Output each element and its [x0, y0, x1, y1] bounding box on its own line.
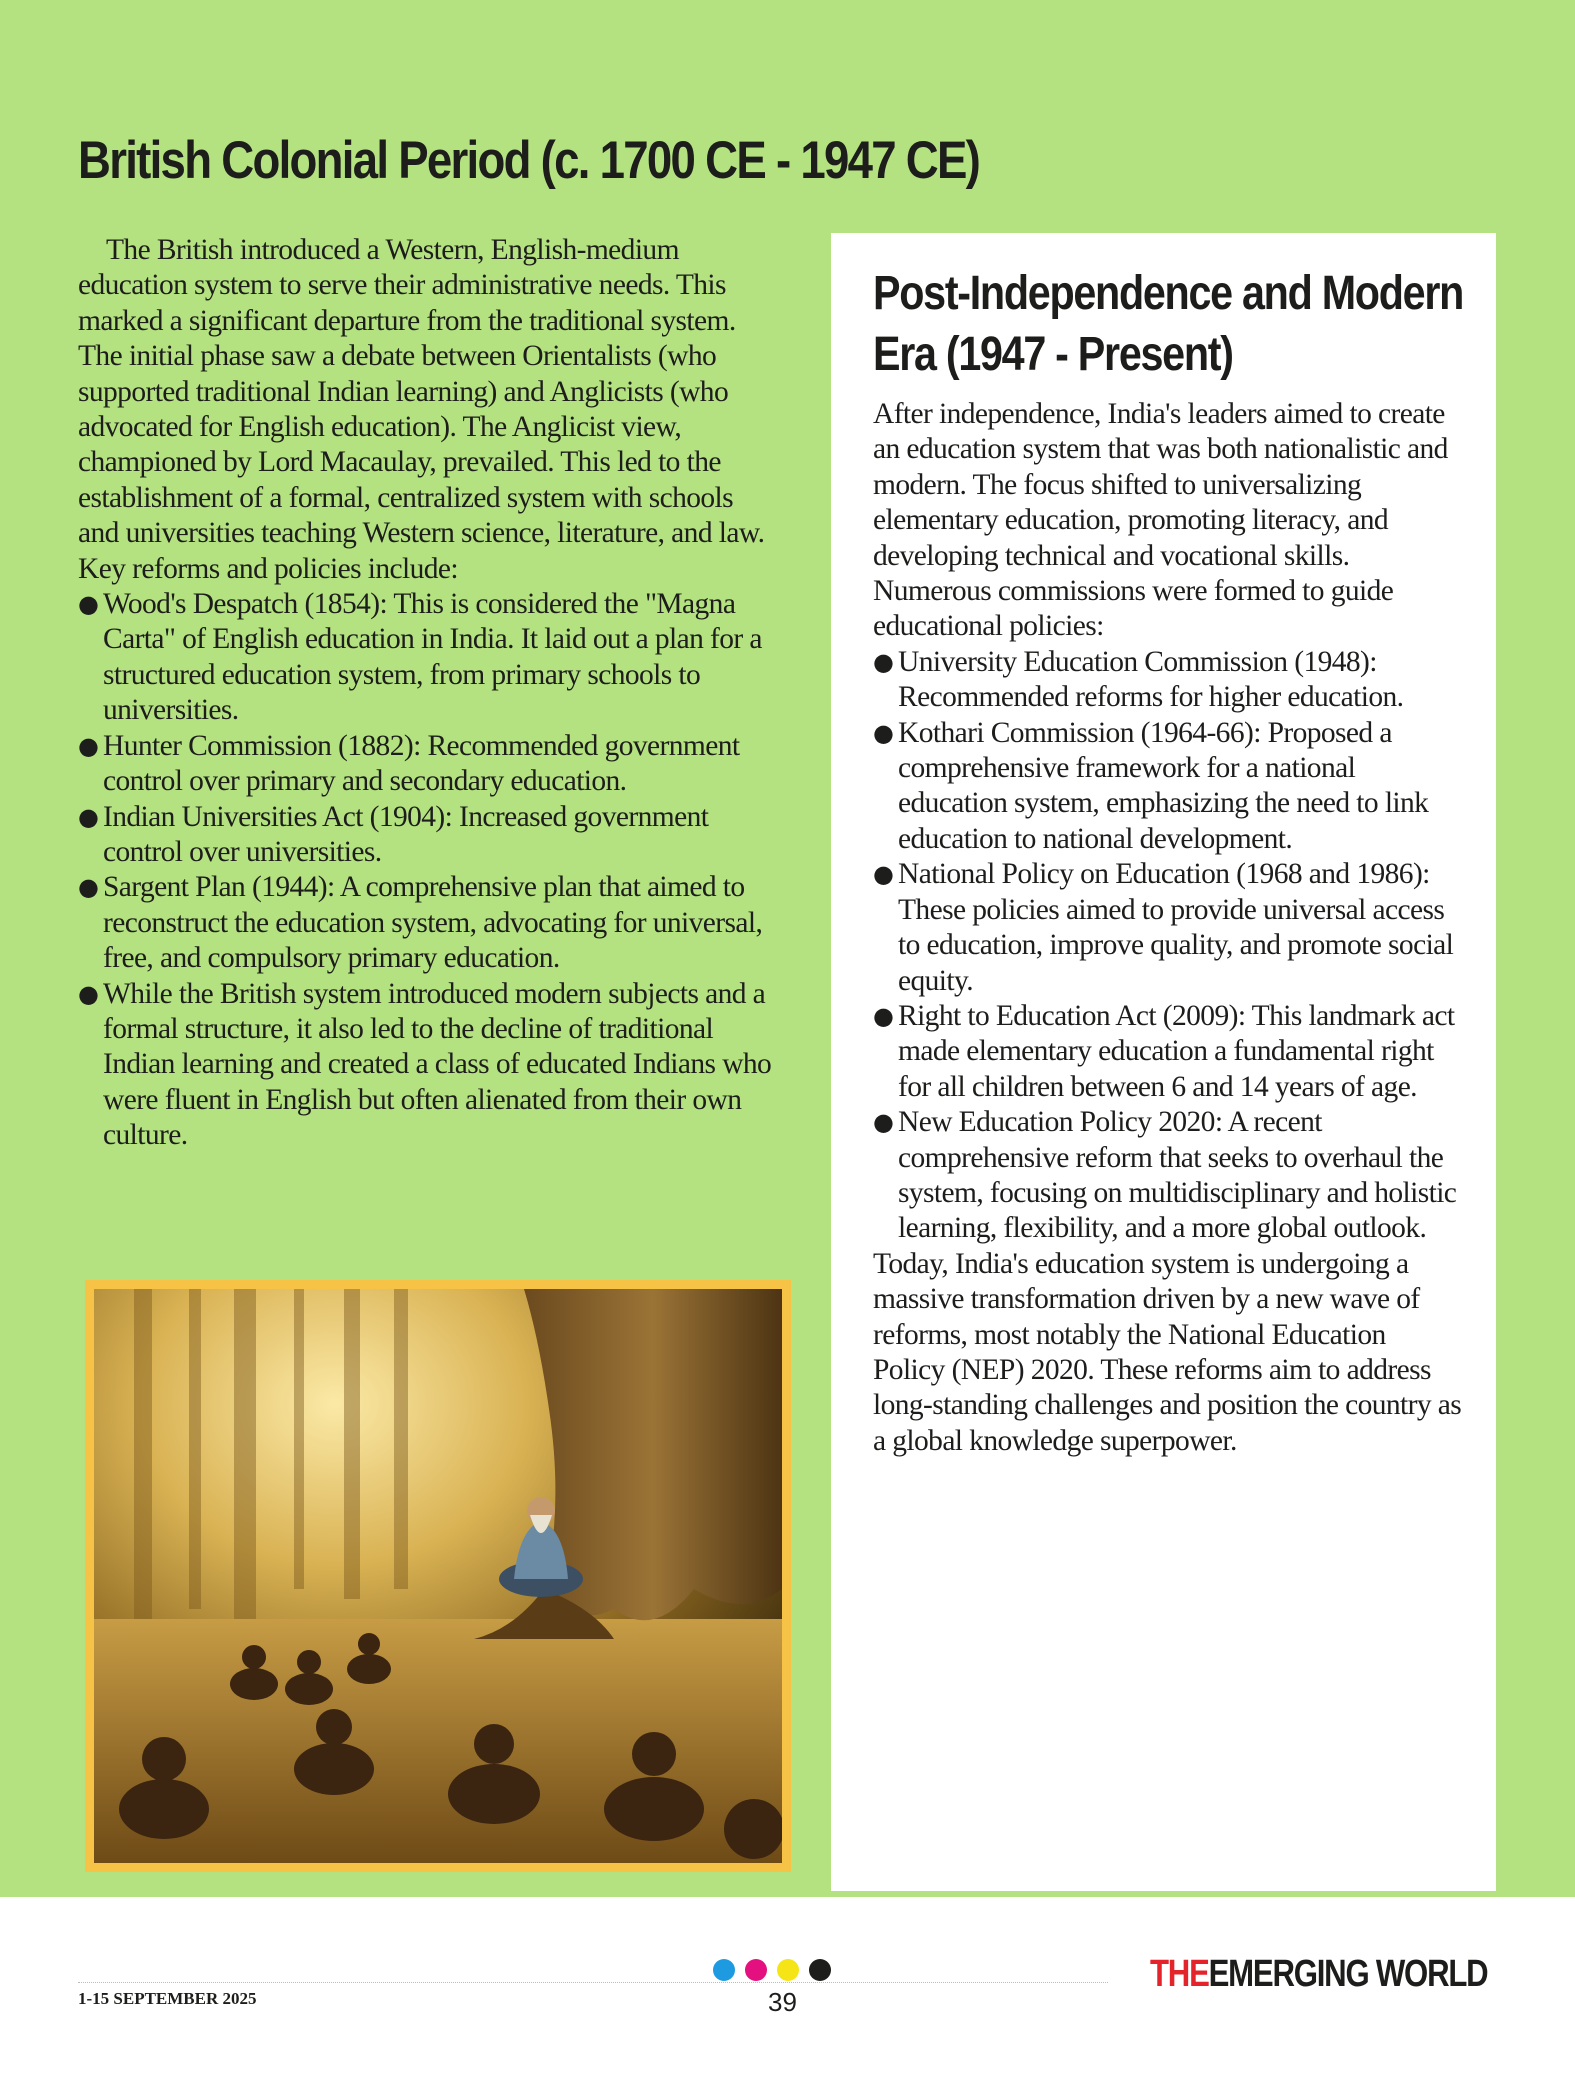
registration-dot-yellow: [777, 1959, 799, 1981]
right-bullet-item: ● National Policy on Education (1968 and 1986): These policies aimed to provide universal access to education, improve quality, and promote social equity.: [873, 857, 1463, 999]
post-independence-card: [831, 233, 1496, 1891]
right-bullet-item: ● Kothari Commission (1964-66): Proposed a comprehensive framework for a national education system, emphasizing the need to link education to national development.: [873, 716, 1463, 858]
right-intro-paragraph: After independence, India's leaders aimed to create an education system that was both nationalistic and modern. The focus shifted to universalizing elementary education, promoting literacy, and developing technical and vocational skills. Numerous commissions were formed to guide educational policies:: [873, 398, 1448, 643]
registration-dot-magenta: [745, 1959, 767, 1981]
right-conclusion-paragraph: Today, India's education system is undergoing a massive transformation driven by a new wave of reforms, most notably the National Education Policy (NEP) 2020. These reforms aim to address long-standing challenges and position the country as a global knowledge superpower.: [873, 1247, 1462, 1457]
registration-dots: [713, 1959, 831, 1981]
brand-logo: [1150, 1953, 1487, 1996]
brand-logo-the: THE: [1150, 1953, 1209, 1995]
right-bullet-item: ● New Education Policy 2020: A recent comprehensive reform that seeks to overhaul the system, focusing on multidisciplinary and holistic learning, flexibility, and a more global outlook.: [873, 1105, 1463, 1247]
left-bullet-item: ● Hunter Commission (1882): Recommended government control over primary and secondary education.: [78, 729, 773, 800]
section-title-post-independence: Post-Independence and Modern Era (1947 - Present): [873, 267, 1464, 381]
left-column: [78, 233, 773, 1154]
left-intro-paragraph: The British introduced a Western, English-medium education system to serve their administrative needs. This marked a significant departure from the traditional system. The initial phase saw a debate between Orientalists (who supported traditional Indian learning) and Anglicists (who advocated for English education). The Anglicist view, championed by Lord Macaulay, prevailed. This led to the establishment of a formal, centralized system with schools and universities teaching Western science, literature, and law. Key reforms and policies include:: [78, 234, 765, 585]
left-bullet-list: [78, 587, 773, 1154]
right-bullet-item: ● Right to Education Act (2009): This landmark act made elementary education a fundamental right for all children between 6 and 14 years of age.: [873, 999, 1463, 1105]
gurukul-illustration-frame: [85, 1280, 791, 1872]
section-title-british-colonial: British Colonial Period (c. 1700 CE - 1947 CE): [78, 131, 980, 190]
registration-dot-black: [809, 1959, 831, 1981]
registration-dot-cyan: [713, 1959, 735, 1981]
issue-date: 1-15 SEPTEMBER 2025: [78, 1989, 257, 2008]
right-bullet-list: [873, 645, 1463, 1247]
footer-divider: [78, 1982, 1108, 1983]
right-bullet-item: ● University Education Commission (1948): Recommended reforms for higher education.: [873, 645, 1463, 716]
left-bullet-item: ● Sargent Plan (1944): A comprehensive plan that aimed to reconstruct the education system, advocating for universal, free, and compulsory primary education.: [78, 870, 773, 976]
right-column-body: [873, 397, 1463, 1459]
left-bullet-item: ● While the British system introduced modern subjects and a formal structure, it also led to the decline of traditional Indian learning and created a class of educated Indians who were fluent in English but often alienated from their own culture.: [78, 977, 773, 1154]
brand-logo-name: EMERGING WORLD: [1208, 1953, 1488, 1995]
gurukul-illustration: [94, 1289, 782, 1863]
left-bullet-item: ● Indian Universities Act (1904): Increased government control over universities.: [78, 800, 773, 871]
page-number: 39: [768, 1987, 797, 2017]
left-bullet-item: ● Wood's Despatch (1854): This is considered the "Magna Carta" of English education in India. It laid out a plan for a structured education system, from primary schools to universities.: [78, 587, 773, 729]
